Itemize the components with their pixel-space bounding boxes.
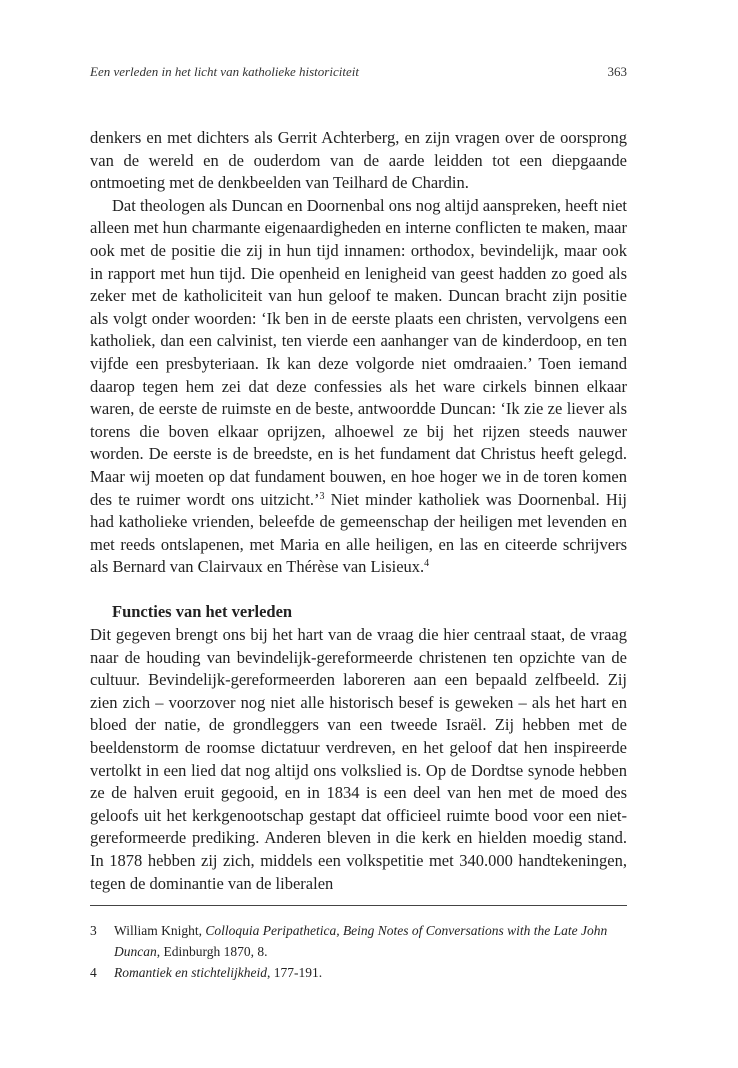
footnote-title: Romantiek en stichtelijkheid: [114, 965, 267, 980]
footnotes: [90, 920, 627, 983]
paragraph-2-main: Dat theologen als Duncan en Doornenbal ons nog altijd aanspreken, heeft niet alleen met hun charmante eigenaardigheden en interne conflicten te maken, maar ook met de positie die zij in hun tijd innamen: orthodox, bevindelijk, maar ook in rapport met hun tijd. Die openheid en lenigheid van geest hadden zo goed als zeker met de katholiciteit van hun geloof te maken. Duncan bracht zijn positie als volgt onder woorden: ‘Ik ben in de eerste plaats een christen, vervolgens een katholiek, dan een calvinist, ten vierde een aanhanger van de kinderdoop, en ten vijfde een presbyteriaan. Ik kan deze volgorde niet omdraaien.’ Toen iemand daarop tegen hem zei dat deze confessies als het ware cirkels binnen elkaar waren, de eerste de ruimste en de beste, antwoordde Duncan: ‘Ik zie ze liever als torens die boven elkaar oprijzen, alhoewel ze bij het rijzen steeds nauwer worden. De eerste is de breedste, en is het fundament dat Christus heeft gelegd. Maar wij moeten op dat fundament bouwen, en hoe hoger we in de toren komen des te ruimer wordt ons uitzicht.’: [90, 195, 628, 509]
footnote-title: Colloquia Peripathetica, Being Notes of Conversations with the Late John Duncan: [114, 923, 608, 959]
footnote-details: , 177-191.: [266, 965, 323, 980]
paragraph-1: denkers en met dichters als Gerrit Achterberg, en zijn vragen over de oorsprong van de wereld en de ouderdom van de aarde leidden tot een diepgaande ontmoeting met de denkbeelden van Teilhard de Chardin.: [90, 128, 627, 193]
paragraph-3: Dit gegeven brengt ons bij het hart van de vraag die hier centraal staat, de vraag naar de houding van bevindelijk-gereformeerde christenen ten opzichte van de cultuur. Bevindelijk-gereformeerden laboreren aan een bepaald zelfbeeld. Zij zien zich – voorzover nog niet alle historisch besef is geweken – als het hart en bloed der natie, de grondleggers van een tweede Israël. Zij hebben met de beeldenstorm de roomse dictatuur verdreven, en het geloof dat hen inspireerde vertolkt in een lied dat nog altijd ons volkslied is. Op de Dordtse synode hebben ze de halven eruit gegooid, en in 1834 is een deel van hen met de moed des geloofs uit het kerkgenootschap gestapt dat officieel ruimte bood voor een niet-gereformeerde prediking. Anderen bleven in die kerk en hielden moedig stand. In 1878 hebben zij zich, middels een volkspetitie met 340.000 handtekeningen, tegen de dominantie van de liberalen: [90, 625, 627, 893]
footnote-ref-4[interactable]: 4: [424, 558, 430, 570]
body-text: [90, 127, 627, 895]
footnote-details: , Edinburgh 1870, 8.: [156, 944, 268, 959]
paragraph-2-rest: Niet minder katholiek was Doornenbal. Hij had katholieke vrienden, beleefde de gemeenschap der heiligen met levenden en met reeds ontslapenen, met Maria en alle heiligen, en las en citeerde schrijvers als Bernard van Clairvaux en Thérèse van Lisieux.: [90, 489, 628, 577]
page-number: 363: [607, 64, 627, 79]
footnote-number: 4: [90, 965, 97, 980]
section-heading: Functies van het verleden: [112, 602, 293, 622]
footnote-divider: [90, 905, 627, 906]
running-title: Een verleden in het licht van katholieke historiciteit: [90, 64, 359, 79]
footnote-ref-3[interactable]: 3: [319, 490, 325, 502]
footnote-author: William Knight,: [114, 923, 206, 938]
paragraph-2: [90, 195, 627, 579]
footnote-4: [90, 962, 627, 983]
footnote-number: 3: [90, 923, 97, 938]
footnote-3: [90, 920, 627, 962]
